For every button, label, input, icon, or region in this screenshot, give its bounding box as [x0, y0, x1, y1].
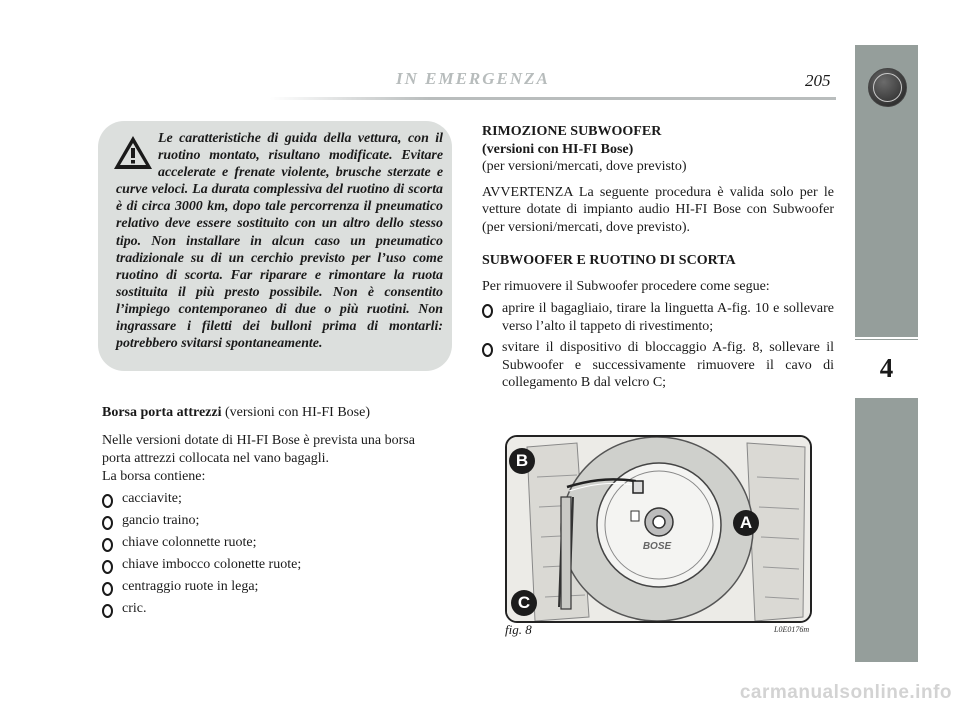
- tool-bag-intro: Nelle versioni dotate di HI-FI Bose è prevista una borsa porta attrezzi collocata nel vano bagagli.: [102, 433, 415, 466]
- subwoofer-heading: RIMOZIONE SUBWOOFER: [482, 124, 662, 139]
- procedure-steps: [482, 300, 834, 392]
- list-item: chiave colonnette ruote;: [102, 534, 442, 552]
- procedure-intro: Per rimuovere il Subwoofer procedere come segue:: [482, 278, 770, 294]
- subwoofer-heading-note: (per versioni/mercati, dove previsto): [482, 159, 687, 174]
- page-number: 205: [805, 71, 831, 90]
- subwoofer-notice: AVVERTENZA La seguente procedura è valida solo per le vetture dotate di impianto audio HI-FI Bose con Subwoofer (per versioni/mercati, dove previsto).: [482, 184, 834, 235]
- header-rule: [270, 97, 836, 100]
- figure-label-b: B: [509, 448, 535, 474]
- list-item: centraggio ruote in lega;: [102, 578, 442, 596]
- subwoofer-illustration: [507, 437, 810, 621]
- lancia-logo-icon: [868, 68, 907, 107]
- chapter-number: 4: [855, 340, 918, 396]
- warning-text: Le caratteristiche di guida della vettura, con il ruotino montato, risultano modificate. Evitare accelerate e frenate violente, brusche sterzate e curve veloci. La durata complessiva del ruotino di scorta è di circa 3000 km, dopo tale percorrenza il pneumatico relativo deve essere sostituito con un altro dello stesso tipo. Non installare in alcun caso un pneumatico tradizionale su di un cerchio previsto per l’uso come ruotino di scorta. Far riparare e rimontare la ruota sostituita il più presto possibile. Non è consentito l’impiego contemporaneo di due o più ruotini. Non ingrassare i filetti dei bulloni prima di montarli: potrebbero svitarsi spontaneamente.: [116, 131, 443, 352]
- figure-label-a: A: [733, 510, 759, 536]
- list-item: chiave imbocco colonette ruote;: [102, 556, 442, 574]
- side-tab-divider-top: [855, 337, 918, 339]
- left-column: [102, 404, 442, 618]
- tool-bag-list: [102, 490, 442, 618]
- figure-label-c: C: [511, 590, 537, 616]
- list-item: svitare il dispositivo di bloccaggio A-fig. 8, sollevare il Subwoofer e successivamente rimuovere il cavo di collegamento B dal velcro C;: [482, 339, 834, 392]
- section-title: IN EMERGENZA: [396, 69, 550, 88]
- figure-subwoofer: [505, 435, 812, 623]
- tool-bag-contents-label: La borsa contiene:: [102, 469, 206, 484]
- tool-bag-heading-suffix: (versioni con HI-FI Bose): [224, 405, 371, 420]
- figure-brand-text: BOSE: [642, 541, 672, 552]
- tool-bag-heading-title: Borsa porta attrezzi: [102, 405, 222, 420]
- subwoofer-heading-versions: (versioni con HI-FI Bose): [482, 141, 634, 157]
- list-item: gancio traino;: [102, 512, 442, 530]
- tool-bag-heading: [102, 404, 442, 422]
- list-item: cric.: [102, 600, 442, 618]
- warning-text-block: [116, 130, 443, 352]
- figure-code: L0E0176m: [774, 625, 810, 634]
- figure-caption: fig. 8: [505, 622, 532, 637]
- side-tab-divider-bottom: [855, 396, 918, 398]
- subwoofer-subheading: SUBWOOFER E RUOTINO DI SCORTA: [482, 253, 736, 268]
- right-column: [482, 123, 834, 392]
- list-item: cacciavite;: [102, 490, 442, 508]
- watermark: carmanualsonline.info: [739, 682, 952, 703]
- list-item: aprire il bagagliaio, tirare la linguetta A-fig. 10 e sollevare verso l’alto il tappeto di rivestimento;: [482, 300, 834, 335]
